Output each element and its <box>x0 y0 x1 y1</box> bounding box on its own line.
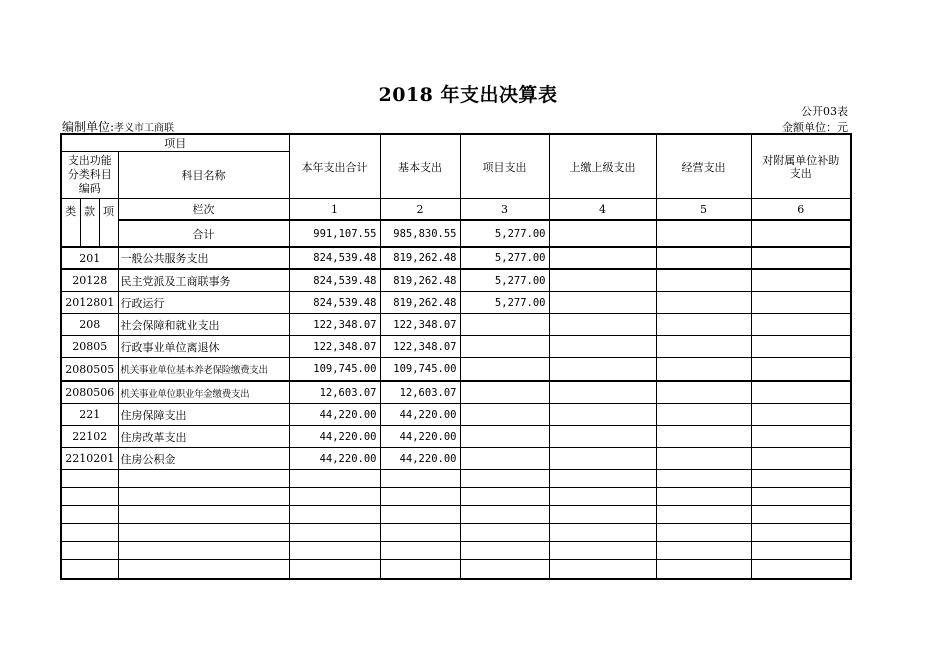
row-basic <box>380 506 460 524</box>
row-upper <box>549 426 656 448</box>
report-title: 2018 年支出决算表 <box>378 84 558 106</box>
row-subject-name: 行政事业单位离退休 <box>118 336 289 358</box>
header-func-code: 支出功能分类科目编码 <box>61 152 118 199</box>
row-total: 44,220.00 <box>289 426 380 448</box>
header-kuan: 款 <box>80 199 99 248</box>
row-business <box>656 506 751 524</box>
row-code: 201 <box>61 247 118 269</box>
row-total: 824,539.48 <box>289 269 380 292</box>
row-upper <box>549 336 656 358</box>
amount-unit: 金额单位：元 <box>782 121 848 134</box>
row-business <box>656 404 751 426</box>
row-total: 122,348.07 <box>289 336 380 358</box>
row-upper <box>549 381 656 404</box>
row-project <box>460 560 549 580</box>
row-basic: 819,262.48 <box>380 292 460 314</box>
table-row <box>61 560 851 580</box>
row-business <box>656 381 751 404</box>
row-subsidy <box>751 448 851 470</box>
row-basic: 109,745.00 <box>380 358 460 382</box>
row-code <box>61 524 118 542</box>
header-business: 经营支出 <box>656 134 751 199</box>
row-upper <box>549 488 656 506</box>
row-subsidy <box>751 426 851 448</box>
row-code <box>61 488 118 506</box>
row-business <box>656 426 751 448</box>
row-upper <box>549 292 656 314</box>
row-subsidy <box>751 488 851 506</box>
table-row <box>61 247 851 269</box>
row-total <box>289 560 380 580</box>
header-subsidy: 对附属单位补助支出 <box>751 134 851 199</box>
row-subsidy <box>751 292 851 314</box>
row-business <box>656 524 751 542</box>
row-subsidy <box>751 506 851 524</box>
row-business <box>656 336 751 358</box>
table-row <box>61 426 851 448</box>
header-basic: 基本支出 <box>380 134 460 199</box>
row-upper <box>549 269 656 292</box>
row-code: 221 <box>61 404 118 426</box>
row-business <box>656 470 751 488</box>
row-subsidy <box>751 247 851 269</box>
row-basic: 44,220.00 <box>380 404 460 426</box>
row-business <box>656 542 751 560</box>
row-upper <box>549 506 656 524</box>
row-subject-name: 机关事业单位职业年金缴费支出 <box>118 381 289 404</box>
row-upper <box>549 560 656 580</box>
header-lei: 类 <box>61 199 80 248</box>
row-total <box>289 506 380 524</box>
row-code: 20805 <box>61 336 118 358</box>
row-code <box>61 470 118 488</box>
table-row <box>61 448 851 470</box>
row-subsidy <box>751 358 851 382</box>
table-row <box>61 336 851 358</box>
row-subsidy <box>751 314 851 336</box>
row-subsidy <box>751 560 851 580</box>
expenditure-table <box>60 133 852 580</box>
table-row <box>61 524 851 542</box>
sum-label: 合计 <box>118 220 289 247</box>
table-row <box>61 358 851 382</box>
table-row <box>61 314 851 336</box>
row-total: 12,603.07 <box>289 381 380 404</box>
sum-upper <box>549 220 656 247</box>
row-subsidy <box>751 524 851 542</box>
row-upper <box>549 404 656 426</box>
sum-total: 991,107.55 <box>289 220 380 247</box>
row-code: 20128 <box>61 269 118 292</box>
row-total <box>289 542 380 560</box>
row-business <box>656 269 751 292</box>
sum-business <box>656 220 751 247</box>
row-business <box>656 247 751 269</box>
row-basic: 44,220.00 <box>380 448 460 470</box>
row-subsidy <box>751 269 851 292</box>
header-project: 项目 <box>61 134 289 152</box>
row-subject-name <box>118 542 289 560</box>
row-business <box>656 358 751 382</box>
col-number-5: 5 <box>656 199 751 221</box>
row-project <box>460 448 549 470</box>
table-row <box>61 292 851 314</box>
row-code: 2012801 <box>61 292 118 314</box>
row-basic <box>380 488 460 506</box>
table-row <box>61 470 851 488</box>
row-subject-name: 民主党派及工商联事务 <box>118 269 289 292</box>
row-project <box>460 336 549 358</box>
row-upper <box>549 448 656 470</box>
row-code <box>61 560 118 580</box>
row-total: 44,220.00 <box>289 448 380 470</box>
table-row <box>61 506 851 524</box>
compiling-unit-name: 孝义市工商联 <box>114 123 175 134</box>
row-subject-name: 社会保障和就业支出 <box>118 314 289 336</box>
row-basic: 819,262.48 <box>380 247 460 269</box>
table-row <box>61 269 851 292</box>
col-number-6: 6 <box>751 199 851 221</box>
row-total: 44,220.00 <box>289 404 380 426</box>
row-subject-name: 行政运行 <box>118 292 289 314</box>
row-project <box>460 506 549 524</box>
form-number: 公开03表 <box>801 105 848 118</box>
row-upper <box>549 470 656 488</box>
row-subject-name: 一般公共服务支出 <box>118 247 289 269</box>
header-lanci: 栏次 <box>118 199 289 221</box>
row-basic: 12,603.07 <box>380 381 460 404</box>
table-row <box>61 404 851 426</box>
col-number-3: 3 <box>460 199 549 221</box>
table-row <box>61 381 851 404</box>
row-project <box>460 524 549 542</box>
row-subject-name <box>118 470 289 488</box>
col-number-1: 1 <box>289 199 380 221</box>
row-total <box>289 524 380 542</box>
row-project: 5,277.00 <box>460 247 549 269</box>
row-upper <box>549 524 656 542</box>
row-code <box>61 542 118 560</box>
header-total: 本年支出合计 <box>289 134 380 199</box>
row-subject-name <box>118 506 289 524</box>
col-number-4: 4 <box>549 199 656 221</box>
row-upper <box>549 247 656 269</box>
row-basic <box>380 542 460 560</box>
header-xiang: 项 <box>99 199 118 248</box>
row-project <box>460 542 549 560</box>
header-upper: 上缴上级支出 <box>549 134 656 199</box>
row-code <box>61 506 118 524</box>
row-subject-name: 住房保障支出 <box>118 404 289 426</box>
row-subject-name <box>118 524 289 542</box>
row-code: 2080506 <box>61 381 118 404</box>
row-total <box>289 470 380 488</box>
compiling-unit-label: 编制单位: <box>62 120 115 134</box>
row-upper <box>549 542 656 560</box>
row-subsidy <box>751 542 851 560</box>
row-upper <box>549 314 656 336</box>
row-project <box>460 426 549 448</box>
row-project: 5,277.00 <box>460 292 549 314</box>
table-row <box>61 542 851 560</box>
row-business <box>656 560 751 580</box>
row-subsidy <box>751 470 851 488</box>
row-total <box>289 488 380 506</box>
row-business <box>656 292 751 314</box>
header-project-expense: 项目支出 <box>460 134 549 199</box>
table-row <box>61 488 851 506</box>
row-code: 208 <box>61 314 118 336</box>
header-subject-name: 科目名称 <box>118 152 289 199</box>
row-subject-name <box>118 488 289 506</box>
row-code: 2210201 <box>61 448 118 470</box>
sum-subsidy <box>751 220 851 247</box>
row-basic <box>380 560 460 580</box>
sum-basic: 985,830.55 <box>380 220 460 247</box>
row-basic: 819,262.48 <box>380 269 460 292</box>
row-total: 109,745.00 <box>289 358 380 382</box>
sum-project: 5,277.00 <box>460 220 549 247</box>
row-project <box>460 488 549 506</box>
row-total: 824,539.48 <box>289 247 380 269</box>
row-subject-name: 住房改革支出 <box>118 426 289 448</box>
row-business <box>656 488 751 506</box>
row-business <box>656 314 751 336</box>
row-code: 2080505 <box>61 358 118 382</box>
col-number-2: 2 <box>380 199 460 221</box>
row-basic <box>380 524 460 542</box>
row-upper <box>549 358 656 382</box>
row-basic: 122,348.07 <box>380 314 460 336</box>
row-code: 22102 <box>61 426 118 448</box>
row-project <box>460 381 549 404</box>
row-project: 5,277.00 <box>460 269 549 292</box>
row-project <box>460 404 549 426</box>
row-basic <box>380 470 460 488</box>
row-subsidy <box>751 381 851 404</box>
row-project <box>460 358 549 382</box>
row-subject-name: 机关事业单位基本养老保险缴费支出 <box>118 358 289 382</box>
row-subject-name <box>118 560 289 580</box>
row-subject-name: 住房公积金 <box>118 448 289 470</box>
row-total: 824,539.48 <box>289 292 380 314</box>
row-business <box>656 448 751 470</box>
row-subsidy <box>751 336 851 358</box>
row-subsidy <box>751 404 851 426</box>
row-project <box>460 314 549 336</box>
row-project <box>460 470 549 488</box>
row-basic: 122,348.07 <box>380 336 460 358</box>
row-total: 122,348.07 <box>289 314 380 336</box>
row-basic: 44,220.00 <box>380 426 460 448</box>
